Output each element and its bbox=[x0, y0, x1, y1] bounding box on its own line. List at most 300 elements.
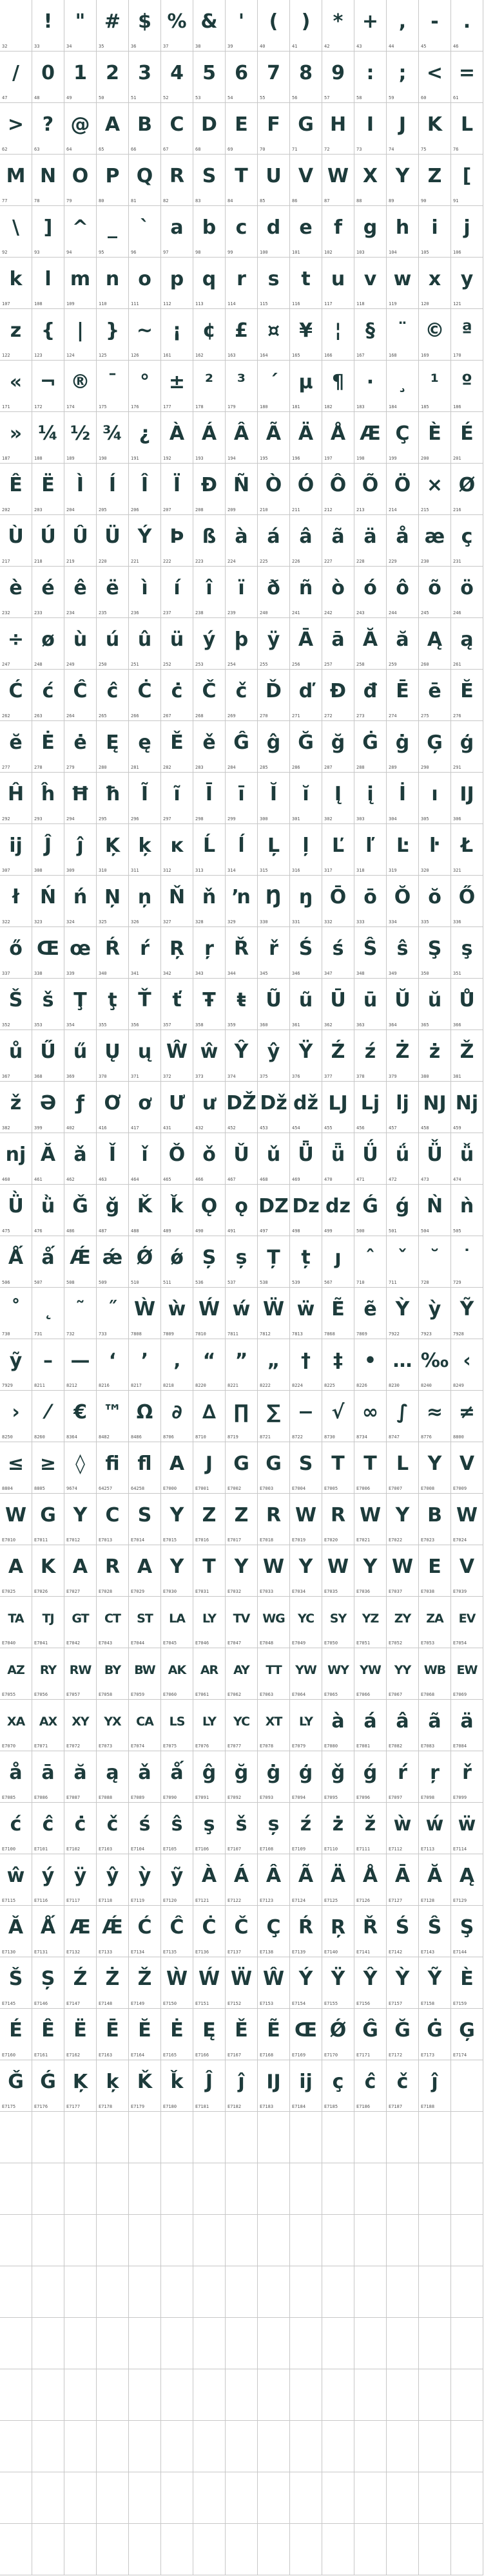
empty-cell bbox=[451, 2060, 483, 2112]
glyph-char: Ö bbox=[394, 474, 411, 496]
glyph-code: 488 bbox=[131, 1228, 139, 1234]
glyph-cell bbox=[387, 464, 419, 515]
empty-cell bbox=[451, 2472, 483, 2524]
glyph-code: 120 bbox=[421, 301, 429, 306]
glyph-cell bbox=[129, 1339, 161, 1391]
glyph-cell bbox=[322, 1030, 354, 1082]
glyph-code: E7153 bbox=[260, 2001, 274, 2006]
glyph-code: E7032 bbox=[227, 1589, 242, 1594]
glyph-cell bbox=[64, 258, 97, 309]
glyph-code: E7019 bbox=[292, 1537, 306, 1543]
glyph-char: Ŗ bbox=[330, 1916, 346, 1939]
glyph-cell bbox=[419, 824, 451, 876]
glyph-char: ŀ bbox=[429, 834, 440, 857]
glyph-char: ĵ bbox=[238, 2071, 245, 2093]
glyph-char: ċ bbox=[74, 1813, 86, 1836]
glyph-char: ç bbox=[332, 2071, 344, 2093]
glyph-code: E7060 bbox=[163, 1692, 177, 1697]
glyph-char: V bbox=[298, 165, 314, 187]
glyph-cell bbox=[322, 1288, 354, 1339]
glyph-code: 362 bbox=[324, 1022, 333, 1028]
glyph-cell bbox=[290, 2060, 322, 2112]
glyph-code: 356 bbox=[131, 1022, 139, 1028]
glyph-cell bbox=[161, 2009, 193, 2060]
glyph-char: ẁ bbox=[393, 1813, 412, 1836]
empty-cell bbox=[258, 2163, 290, 2215]
glyph-cell bbox=[322, 2009, 354, 2060]
glyph-char: È bbox=[460, 1968, 474, 1990]
empty-cell bbox=[354, 2524, 387, 2575]
glyph-char: } bbox=[105, 319, 120, 342]
glyph-char: Ć bbox=[8, 680, 23, 702]
glyph-char: YW bbox=[295, 1663, 316, 1677]
glyph-char: Ĕ bbox=[460, 680, 474, 702]
glyph-code: 500 bbox=[356, 1228, 365, 1234]
glyph-cell bbox=[451, 309, 483, 361]
glyph-cell bbox=[32, 979, 64, 1030]
glyph-char: YC bbox=[297, 1612, 315, 1626]
glyph-char: — bbox=[70, 1349, 90, 1372]
glyph-cell bbox=[129, 721, 161, 773]
glyph-cell bbox=[0, 1494, 32, 1545]
glyph-cell bbox=[322, 464, 354, 515]
glyph-cell bbox=[64, 1803, 97, 1854]
glyph-char: ﬂ bbox=[137, 1453, 152, 1475]
glyph-cell bbox=[226, 567, 258, 618]
glyph-cell bbox=[226, 1185, 258, 1236]
glyph-code: 8734 bbox=[356, 1434, 367, 1440]
glyph-char: b bbox=[202, 216, 217, 239]
glyph-code: 175 bbox=[99, 404, 107, 409]
glyph-char: ¡ bbox=[172, 319, 182, 342]
empty-cell bbox=[226, 2421, 258, 2472]
glyph-cell bbox=[129, 2060, 161, 2112]
glyph-char: Ë bbox=[73, 2019, 87, 2042]
glyph-char: Õ bbox=[362, 474, 379, 496]
glyph-code: 266 bbox=[131, 713, 139, 719]
glyph-cell bbox=[64, 1185, 97, 1236]
glyph-cell bbox=[258, 361, 290, 412]
glyph-cell bbox=[451, 979, 483, 1030]
glyph-cell bbox=[32, 1288, 64, 1339]
glyph-code: 475 bbox=[2, 1228, 10, 1234]
glyph-code: E7024 bbox=[453, 1537, 467, 1543]
glyph-code: 328 bbox=[195, 919, 204, 925]
glyph-cell bbox=[161, 979, 193, 1030]
empty-cell bbox=[387, 2369, 419, 2421]
glyph-cell bbox=[354, 1906, 387, 1957]
glyph-code: 290 bbox=[421, 765, 429, 770]
glyph-cell bbox=[354, 52, 387, 103]
glyph-char: þ bbox=[234, 628, 249, 651]
glyph-char: ² bbox=[204, 371, 214, 393]
glyph-code: 310 bbox=[99, 868, 107, 873]
glyph-cell bbox=[161, 773, 193, 824]
glyph-code: 460 bbox=[2, 1177, 10, 1182]
glyph-char: Ǹ bbox=[426, 1195, 443, 1217]
glyph-cell bbox=[97, 1185, 129, 1236]
glyph-code: 34 bbox=[66, 44, 72, 49]
glyph-code: 248 bbox=[34, 662, 43, 667]
glyph-cell bbox=[226, 1751, 258, 1803]
glyph-char: Ĝ bbox=[362, 2019, 378, 2042]
glyph-char: 2 bbox=[106, 62, 119, 84]
glyph-cell bbox=[0, 1391, 32, 1442]
glyph-char: Ǵ bbox=[362, 1195, 378, 1217]
glyph-char: Ą bbox=[427, 628, 443, 651]
glyph-code: 8250 bbox=[2, 1434, 13, 1440]
glyph-code: 84 bbox=[227, 198, 233, 203]
glyph-cell bbox=[226, 979, 258, 1030]
glyph-char: Š bbox=[8, 1968, 23, 1990]
empty-cell bbox=[32, 2472, 64, 2524]
glyph-cell bbox=[97, 773, 129, 824]
glyph-cell bbox=[32, 1906, 64, 1957]
glyph-char: B bbox=[427, 1504, 442, 1527]
glyph-cell bbox=[129, 618, 161, 670]
glyph-char: Ș bbox=[41, 1968, 55, 1990]
empty-cell bbox=[32, 2266, 64, 2318]
glyph-char: $ bbox=[138, 10, 151, 33]
glyph-code: 56 bbox=[292, 95, 298, 100]
glyph-char: _ bbox=[108, 216, 117, 239]
glyph-char: Ẁ bbox=[166, 1968, 188, 1990]
glyph-char: ǩ bbox=[170, 2071, 184, 2093]
glyph-char: ỹ bbox=[9, 1349, 23, 1372]
glyph-char: Î bbox=[140, 474, 149, 496]
glyph-char: Ŀ bbox=[396, 834, 409, 857]
glyph-code: E7118 bbox=[99, 1898, 113, 1903]
glyph-char: R bbox=[169, 165, 185, 187]
glyph-cell bbox=[354, 1391, 387, 1442]
glyph-char: ŉ bbox=[231, 886, 251, 908]
glyph-code: 321 bbox=[453, 868, 461, 873]
glyph-cell bbox=[451, 206, 483, 258]
glyph-char: Ŵ bbox=[262, 1968, 285, 1990]
glyph-code: 504 bbox=[421, 1228, 429, 1234]
glyph-cell bbox=[161, 1906, 193, 1957]
empty-cell bbox=[387, 2112, 419, 2163]
glyph-code: E7030 bbox=[163, 1589, 177, 1594]
glyph-cell bbox=[161, 1442, 193, 1494]
glyph-code: 257 bbox=[324, 662, 333, 667]
glyph-code: 487 bbox=[99, 1228, 107, 1234]
glyph-code: 732 bbox=[66, 1331, 75, 1337]
glyph-cell bbox=[193, 1391, 226, 1442]
glyph-code: 311 bbox=[131, 868, 139, 873]
glyph-code: 431 bbox=[163, 1125, 171, 1131]
glyph-char: ľ bbox=[365, 834, 375, 857]
glyph-cell bbox=[387, 1751, 419, 1803]
glyph-code: 167 bbox=[356, 353, 365, 358]
empty-cell bbox=[290, 2266, 322, 2318]
glyph-code: 731 bbox=[34, 1331, 43, 1337]
glyph-code: 473 bbox=[421, 1177, 429, 1182]
glyph-char: ǐ bbox=[141, 1143, 148, 1166]
glyph-char: Ŕ bbox=[104, 937, 121, 960]
glyph-char: Ä bbox=[330, 1865, 346, 1887]
glyph-cell bbox=[32, 1597, 64, 1648]
glyph-char: h bbox=[395, 216, 410, 239]
glyph-cell bbox=[354, 1803, 387, 1854]
glyph-code: 198 bbox=[356, 456, 365, 461]
glyph-cell bbox=[0, 979, 32, 1030]
glyph-code: 64 bbox=[66, 147, 72, 152]
glyph-char: › bbox=[12, 1401, 20, 1424]
glyph-char: A bbox=[137, 1556, 153, 1578]
glyph-char: LY bbox=[202, 1715, 216, 1729]
glyph-char: ǫ bbox=[235, 1195, 248, 1217]
glyph-char: XA bbox=[6, 1715, 25, 1729]
glyph-code: 314 bbox=[227, 868, 236, 873]
glyph-cell bbox=[0, 1288, 32, 1339]
glyph-code: E7156 bbox=[356, 2001, 371, 2006]
glyph-cell bbox=[64, 309, 97, 361]
glyph-code: 181 bbox=[292, 404, 300, 409]
glyph-code: 284 bbox=[227, 765, 236, 770]
glyph-code: 269 bbox=[227, 713, 236, 719]
glyph-code: E7025 bbox=[2, 1589, 16, 1594]
glyph-cell bbox=[226, 1082, 258, 1133]
glyph-cell bbox=[129, 1957, 161, 2009]
glyph-cell bbox=[419, 412, 451, 464]
glyph-code: 8221 bbox=[227, 1383, 238, 1388]
glyph-code: 237 bbox=[163, 610, 171, 616]
glyph-char: Ý bbox=[298, 1968, 313, 1990]
glyph-char: ž bbox=[364, 1813, 376, 1836]
glyph-cell bbox=[64, 2009, 97, 2060]
glyph-cell bbox=[387, 155, 419, 206]
glyph-cell bbox=[32, 515, 64, 567]
glyph-cell bbox=[32, 670, 64, 721]
glyph-char: Ż bbox=[105, 1968, 120, 1990]
glyph-code: E7165 bbox=[163, 2053, 177, 2058]
glyph-code: E7078 bbox=[260, 1744, 274, 1749]
empty-cell bbox=[387, 2421, 419, 2472]
glyph-cell bbox=[451, 670, 483, 721]
glyph-char: Ω bbox=[136, 1401, 153, 1424]
glyph-code: 458 bbox=[421, 1125, 429, 1131]
glyph-code: 51 bbox=[131, 95, 137, 100]
glyph-char: Ā bbox=[298, 628, 314, 651]
glyph-cell bbox=[387, 979, 419, 1030]
glyph-code: 476 bbox=[34, 1228, 43, 1234]
glyph-char: Ŝ bbox=[363, 937, 378, 960]
glyph-cell bbox=[354, 1957, 387, 2009]
glyph-char: 9 bbox=[331, 62, 345, 84]
glyph-code: 122 bbox=[2, 353, 10, 358]
glyph-code: 509 bbox=[99, 1280, 107, 1285]
glyph-code: E7016 bbox=[195, 1537, 209, 1543]
glyph-cell bbox=[193, 876, 226, 927]
glyph-char: Ï bbox=[173, 474, 181, 496]
glyph-code: 295 bbox=[99, 816, 107, 822]
glyph-cell bbox=[0, 1803, 32, 1854]
empty-cell bbox=[226, 2163, 258, 2215]
glyph-code: 491 bbox=[227, 1228, 236, 1234]
glyph-cell bbox=[64, 1236, 97, 1288]
glyph-cell bbox=[193, 1597, 226, 1648]
glyph-char: å bbox=[396, 525, 409, 548]
glyph-char: Ě bbox=[170, 731, 184, 754]
glyph-code: 506 bbox=[2, 1280, 10, 1285]
glyph-char: ˛ bbox=[43, 1298, 53, 1321]
empty-cell bbox=[387, 2215, 419, 2266]
glyph-cell bbox=[32, 927, 64, 979]
glyph-char: Ə bbox=[39, 1092, 57, 1114]
glyph-char: ÷ bbox=[7, 628, 24, 651]
glyph-cell bbox=[322, 979, 354, 1030]
glyph-cell bbox=[64, 1545, 97, 1597]
glyph-char: İ bbox=[398, 783, 407, 805]
glyph-cell bbox=[226, 1854, 258, 1906]
empty-cell bbox=[161, 2369, 193, 2421]
glyph-cell bbox=[226, 1906, 258, 1957]
glyph-code: 375 bbox=[260, 1074, 268, 1079]
glyph-char: ¶ bbox=[331, 371, 345, 393]
glyph-cell bbox=[451, 1957, 483, 2009]
glyph-char: j bbox=[463, 216, 470, 239]
glyph-char: ’ bbox=[140, 1349, 149, 1372]
glyph-char: G bbox=[233, 1453, 249, 1475]
glyph-code: 8776 bbox=[421, 1434, 432, 1440]
glyph-code: 306 bbox=[453, 816, 461, 822]
glyph-code: 319 bbox=[389, 868, 397, 873]
glyph-code: 332 bbox=[324, 919, 333, 925]
glyph-char: R bbox=[266, 1504, 282, 1527]
glyph-code: 337 bbox=[2, 971, 10, 976]
glyph-code: 247 bbox=[2, 662, 10, 667]
glyph-code: 381 bbox=[453, 1074, 461, 1079]
glyph-char: YX bbox=[104, 1715, 121, 1729]
empty-cell bbox=[290, 2472, 322, 2524]
glyph-char: ń bbox=[73, 886, 88, 908]
glyph-cell bbox=[193, 927, 226, 979]
glyph-char: ğ bbox=[234, 1762, 249, 1784]
glyph-code: E7089 bbox=[131, 1795, 145, 1800]
glyph-code: E7122 bbox=[227, 1898, 242, 1903]
glyph-char: ł bbox=[12, 886, 20, 908]
empty-cell bbox=[32, 2215, 64, 2266]
glyph-code: E7124 bbox=[292, 1898, 306, 1903]
glyph-code: 454 bbox=[292, 1125, 300, 1131]
glyph-char: ẁ bbox=[168, 1298, 186, 1321]
glyph-cell bbox=[97, 2009, 129, 2060]
glyph-char: Í bbox=[108, 474, 117, 496]
glyph-char: Y bbox=[234, 1556, 249, 1578]
glyph-char: ř bbox=[269, 937, 278, 960]
glyph-cell bbox=[322, 1442, 354, 1494]
glyph-cell bbox=[193, 2060, 226, 2112]
glyph-char: ș bbox=[267, 1813, 280, 1836]
glyph-cell bbox=[226, 876, 258, 927]
glyph-code: 317 bbox=[324, 868, 333, 873]
glyph-cell bbox=[226, 1391, 258, 1442]
glyph-char: ō bbox=[363, 886, 377, 908]
glyph-code: 260 bbox=[421, 662, 429, 667]
glyph-code: 498 bbox=[292, 1228, 300, 1234]
glyph-cell bbox=[258, 1957, 290, 2009]
empty-cell bbox=[193, 2421, 226, 2472]
glyph-cell bbox=[64, 464, 97, 515]
glyph-cell bbox=[161, 1648, 193, 1700]
glyph-char: “ bbox=[202, 1349, 216, 1372]
glyph-cell bbox=[387, 1236, 419, 1288]
glyph-char: Š bbox=[8, 989, 23, 1011]
glyph-cell bbox=[161, 1030, 193, 1082]
glyph-code: 255 bbox=[260, 662, 268, 667]
glyph-cell bbox=[97, 1133, 129, 1185]
glyph-code: 456 bbox=[356, 1125, 365, 1131]
glyph-code: 232 bbox=[2, 610, 10, 616]
glyph-cell bbox=[322, 1957, 354, 2009]
glyph-cell bbox=[97, 1545, 129, 1597]
glyph-cell bbox=[32, 1082, 64, 1133]
glyph-char: ț bbox=[301, 1246, 311, 1269]
glyph-code: E7038 bbox=[421, 1589, 435, 1594]
glyph-code: 121 bbox=[453, 301, 461, 306]
glyph-cell bbox=[32, 824, 64, 876]
glyph-char: Œ bbox=[36, 937, 59, 960]
glyph-code: 537 bbox=[227, 1280, 236, 1285]
glyph-code: 303 bbox=[356, 816, 365, 822]
glyph-char: ħ bbox=[104, 783, 121, 805]
glyph-cell bbox=[193, 1700, 226, 1751]
glyph-cell bbox=[322, 206, 354, 258]
glyph-code: 38 bbox=[195, 44, 201, 49]
glyph-cell bbox=[387, 721, 419, 773]
glyph-cell bbox=[387, 1803, 419, 1854]
glyph-char: ę bbox=[138, 731, 151, 754]
glyph-cell bbox=[193, 979, 226, 1030]
glyph-char: g bbox=[363, 216, 378, 239]
glyph-code: 364 bbox=[389, 1022, 397, 1028]
glyph-code: E7068 bbox=[421, 1692, 435, 1697]
glyph-char: 6 bbox=[235, 62, 248, 84]
glyph-code: 46 bbox=[453, 44, 459, 49]
glyph-cell bbox=[451, 1030, 483, 1082]
glyph-char: ¸ bbox=[398, 371, 407, 393]
glyph-code: E7121 bbox=[195, 1898, 209, 1903]
glyph-code: 505 bbox=[453, 1228, 461, 1234]
glyph-char: Ę bbox=[106, 731, 119, 754]
glyph-cell bbox=[0, 1030, 32, 1082]
glyph-cell bbox=[322, 1854, 354, 1906]
glyph-char: ś bbox=[332, 937, 344, 960]
glyph-code: 48 bbox=[34, 95, 40, 100]
glyph-cell bbox=[419, 1030, 451, 1082]
glyph-cell bbox=[32, 1185, 64, 1236]
glyph-code: E7058 bbox=[99, 1692, 113, 1697]
glyph-cell bbox=[354, 927, 387, 979]
glyph-code: 8230 bbox=[389, 1383, 400, 1388]
glyph-code: E7029 bbox=[131, 1589, 145, 1594]
glyph-code: E7004 bbox=[292, 1486, 306, 1491]
glyph-cell bbox=[322, 876, 354, 927]
glyph-cell bbox=[97, 1391, 129, 1442]
glyph-code: 211 bbox=[292, 507, 300, 512]
glyph-code: 354 bbox=[66, 1022, 75, 1028]
glyph-char: ð bbox=[267, 577, 280, 599]
glyph-cell bbox=[290, 1030, 322, 1082]
glyph-cell bbox=[387, 876, 419, 927]
glyph-cell bbox=[226, 1288, 258, 1339]
glyph-char: č bbox=[396, 2071, 409, 2093]
glyph-char: Ĩ bbox=[140, 783, 149, 805]
glyph-char: ĝ bbox=[202, 1762, 217, 1784]
glyph-char: ì bbox=[141, 577, 148, 599]
glyph-code: 8249 bbox=[453, 1383, 464, 1388]
